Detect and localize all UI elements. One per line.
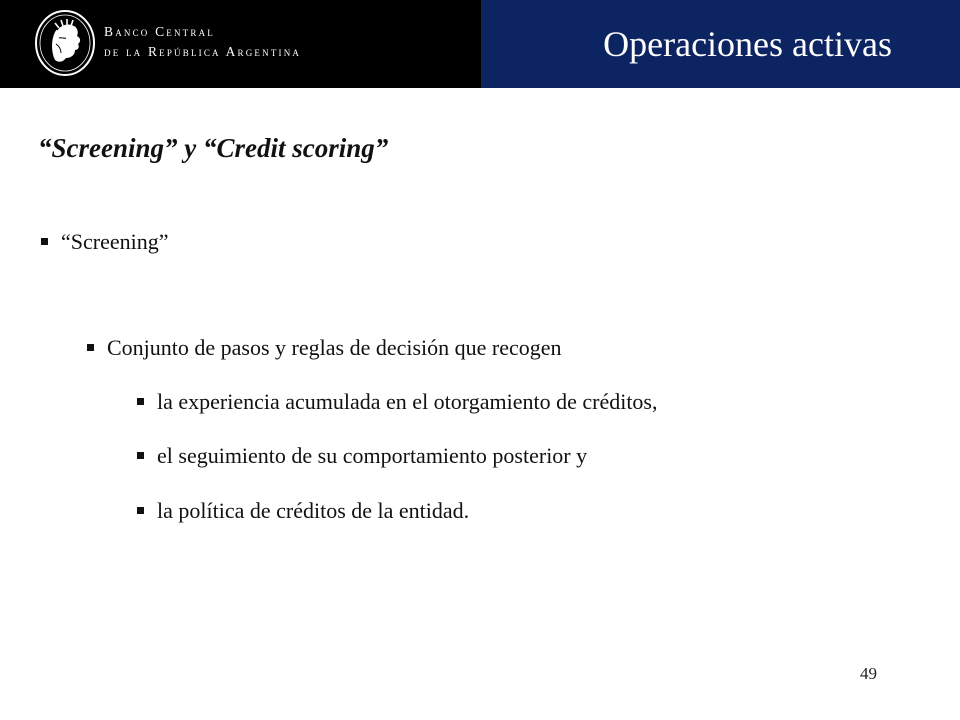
slide-header-title: Operaciones activas [603,24,892,64]
bullet-text: “Screening” [61,229,169,254]
square-bullet-icon [87,344,94,351]
bullet-level3 [137,388,658,416]
square-bullet-icon [41,238,48,245]
republic-emblem-icon [33,8,97,78]
bullet-level3 [137,497,469,525]
square-bullet-icon [137,398,144,405]
section-title: “Screening” y “Credit scoring” [38,133,389,163]
bullet-text: la experiencia acumulada en el otorgamiento de créditos, [157,389,658,414]
square-bullet-icon [137,452,144,459]
bullet-level3 [137,442,587,470]
bank-name [104,22,301,62]
square-bullet-icon [137,507,144,514]
bullet-level1 [41,228,169,256]
bullet-level2 [87,334,562,362]
bullet-text: Conjunto de pasos y reglas de decisión que recogen [107,335,562,360]
header-title-bar [481,0,960,88]
header-logo-bar [0,0,481,88]
bank-name-line1: Banco Central [104,24,215,39]
bank-name-line2: de la República Argentina [104,44,302,59]
bullet-text: el seguimiento de su comportamiento posterior y [157,443,588,468]
page-number: 49 [860,664,877,683]
bullet-text: la política de créditos de la entidad. [157,498,470,523]
